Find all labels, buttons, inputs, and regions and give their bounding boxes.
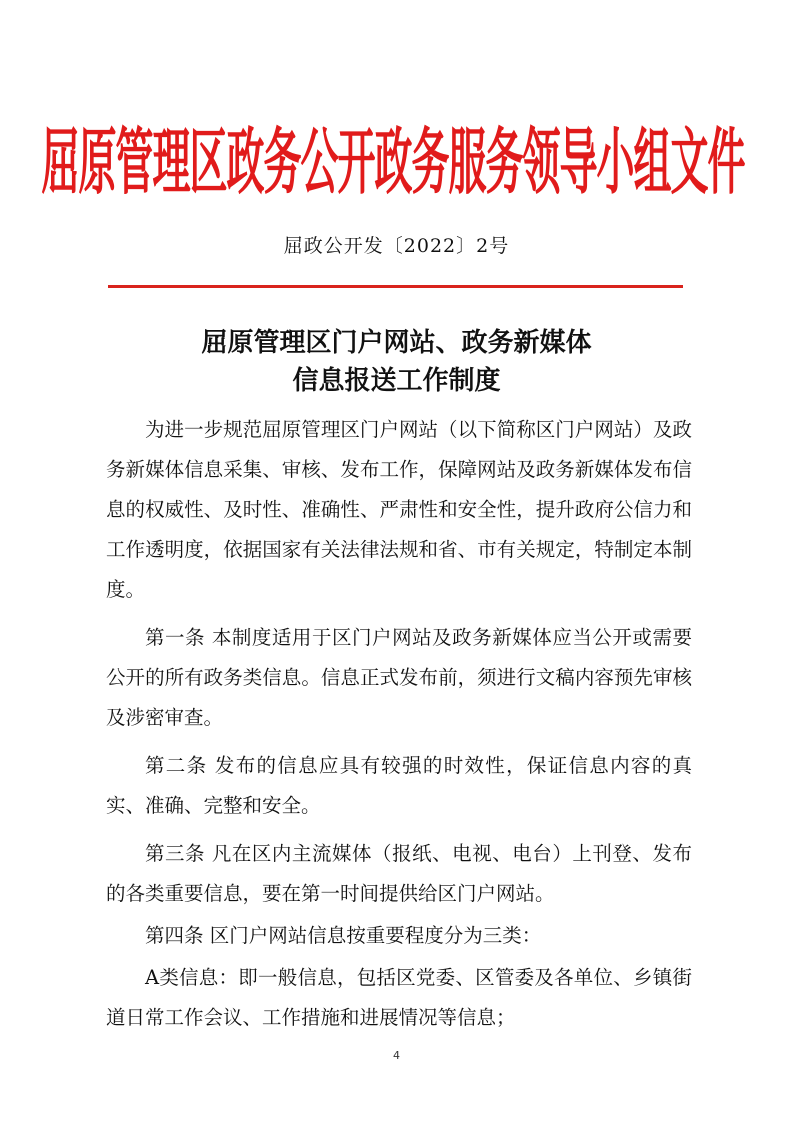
paragraph-article-2: 第二条 发布的信息应具有较强的时效性，保证信息内容的真实、准确、完整和安全。 — [106, 754, 692, 817]
paragraph-article-4: 第四条 区门户网站信息按重要程度分为三类： — [145, 924, 542, 947]
document-title — [0, 324, 793, 400]
title-line-2: 信息报送工作制度 — [292, 366, 501, 396]
paragraph-intro: 为进一步规范屈原管理区门户网站（以下简称区门户网站）及政务新媒体信息采集、审核、发布工作，保障网站及政务新媒体发布信息的权威性、及时性、准确性、严肃性和安全性，提升政府公信力和工作透明度，依据国家有关法律法规和省、市有关规定，特制定本制度。 — [106, 418, 692, 601]
red-divider — [108, 285, 683, 288]
paragraph-article-3: 第三条 凡在区内主流媒体（报纸、电视、电台）上刊登、发布的各类重要信息，要在第一时间提供给区门户网站。 — [106, 842, 692, 905]
paragraph-class-a: A类信息：即一般信息，包括区党委、区管委及各单位、乡镇街道日常工作会议、工作措施和进展情况等信息； — [106, 966, 692, 1029]
paragraph-article-1: 第一条 本制度适用于区门户网站及政务新媒体应当公开或需要公开的所有政务类信息。信息正式发布前，须进行文稿内容预先审核及涉密审查。 — [106, 626, 692, 729]
document-body — [106, 410, 692, 1046]
masthead-text: 屈原管理区政务公开政务服务领导小组文件 — [41, 119, 745, 204]
page-number: 4 — [393, 1049, 400, 1062]
title-line-1: 屈原管理区门户网站、政务新媒体 — [201, 328, 592, 358]
masthead — [41, 110, 745, 204]
document-number: 屈政公开发〔2022〕2号 — [283, 235, 510, 257]
